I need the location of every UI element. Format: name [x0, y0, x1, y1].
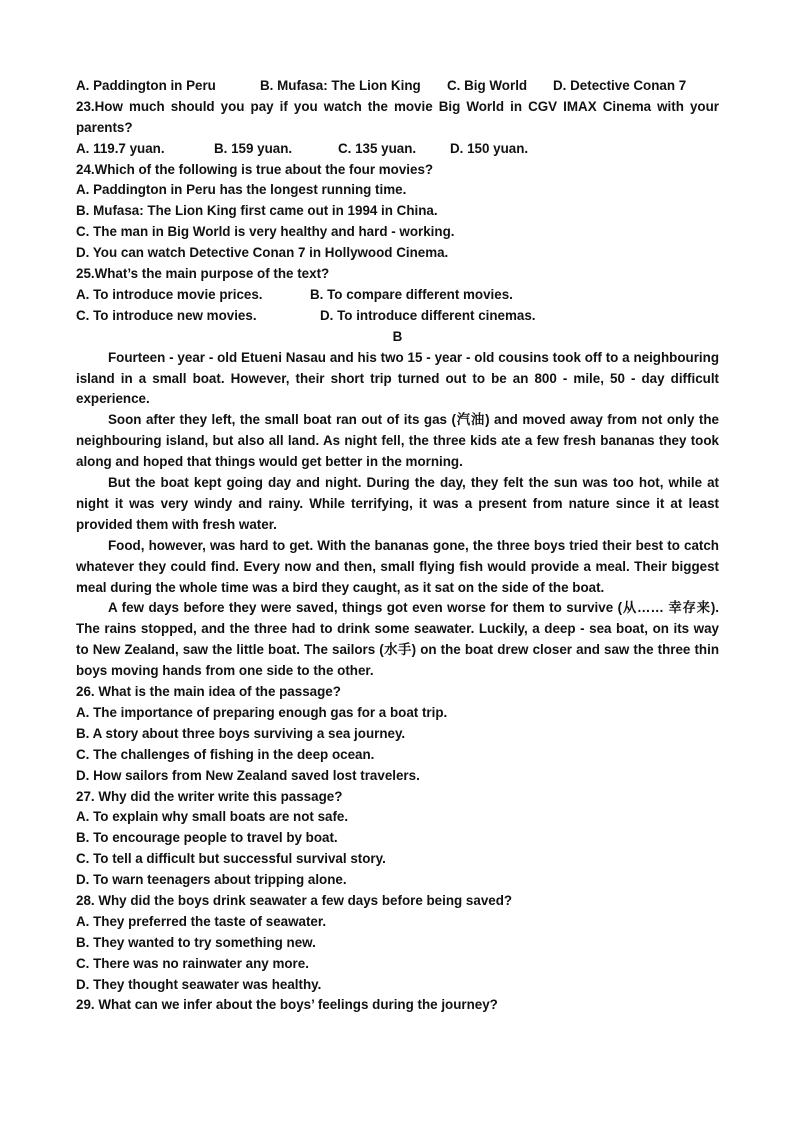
- q27-option-b: B. To encourage people to travel by boat.: [76, 830, 338, 846]
- q23-question: 23.How much should you pay if you watch the movie Big World in CGV IMAX Cinema with your parents?: [76, 98, 719, 135]
- q24-option-b: B. Mufasa: The Lion King first came out in 1994 in China.: [76, 203, 438, 219]
- q26-option-c: C. The challenges of fishing in the deep ocean.: [76, 746, 375, 762]
- q27-question: 27. Why did the writer write this passage?: [76, 788, 343, 804]
- passage-paragraph-4: Food, however, was hard to get. With the bananas gone, the three boys tried their best to catch whatever they could find. Every now and then, small flying fish would provide a meal. Their biggest meal during the whole time was a bird they caught, as it sat on the side of the boat.: [76, 537, 719, 595]
- q25-option-a: A. To introduce movie prices.: [76, 286, 263, 302]
- q26-option-b: B. A story about three boys surviving a sea journey.: [76, 725, 406, 741]
- q27-option-d: D. To warn teenagers about tripping alone.: [76, 872, 347, 888]
- passage-paragraph-2: Soon after they left, the small boat ran out of its gas (汽油) and moved away from not only the neighbouring island, but also all land. As night fell, the three kids ate a few fresh bananas they took along and hoped that things would get better in the morning.: [76, 412, 719, 470]
- q24-option-a: A. Paddington in Peru has the longest running time.: [76, 182, 407, 198]
- q22-options: [76, 76, 719, 97]
- q25-option-d: D. To introduce different cinemas.: [320, 307, 536, 323]
- q29-question: 29. What can we infer about the boys’ feelings during the journey?: [76, 997, 498, 1013]
- q25-option-b: B. To compare different movies.: [310, 286, 513, 302]
- section-heading-b: B: [392, 328, 403, 344]
- q26-option-d: D. How sailors from New Zealand saved lost travelers.: [76, 767, 420, 783]
- q26-option-a: A. The importance of preparing enough gas for a boat trip.: [76, 705, 448, 720]
- document-page: [76, 76, 719, 1016]
- q24-question: 24.Which of the following is true about the four movies?: [76, 161, 434, 177]
- q27-option-a: A. To explain why small boats are not safe.: [76, 809, 349, 825]
- q25-option-c: C. To introduce new movies.: [76, 307, 257, 323]
- q24-option-c: C. The man in Big World is very healthy and hard - working.: [76, 224, 455, 240]
- q23-options: [76, 139, 719, 160]
- q23-option-b: B. 159 yuan.: [214, 140, 293, 156]
- q28-option-b: B. They wanted to try something new.: [76, 934, 316, 950]
- q22-option-b: B. Mufasa: The Lion King: [260, 78, 421, 93]
- q23-option-c: C. 135 yuan.: [338, 140, 417, 156]
- q26-question: 26. What is the main idea of the passage?: [76, 684, 341, 700]
- q28-question: 28. Why did the boys drink seawater a few days before being saved?: [76, 893, 513, 909]
- q28-option-d: D. They thought seawater was healthy.: [76, 976, 322, 992]
- q23-option-a: A. 119.7 yuan.: [76, 140, 165, 156]
- q25-options-row1: [76, 285, 719, 306]
- passage-paragraph-1: Fourteen - year - old Etueni Nasau and his two 15 - year - old cousins took off to a neighbouring island in a small boat. However, their short trip turned out to be an 800 - mile, 50 - day difficult experience.: [76, 349, 719, 407]
- q28-option-c: C. There was no rainwater any more.: [76, 955, 309, 971]
- q27-option-c: C. To tell a difficult but successful survival story.: [76, 851, 386, 867]
- q22-option-c: C. Big World: [447, 78, 528, 93]
- q22-option-a: A. Paddington in Peru: [76, 78, 216, 93]
- q28-option-a: A. They preferred the taste of seawater.: [76, 913, 327, 929]
- q25-question: 25.What’s the main purpose of the text?: [76, 266, 330, 282]
- passage-paragraph-5: A few days before they were saved, things got even worse for them to survive (从…… 幸存来). The rains stopped, and the three had to drink some seawater. Luckily, a deep - sea boat, on its way to New Zealand, saw the little boat. The sailors (水手) on the boat drew closer and saw the three thin boys moving hands from one side to the other.: [76, 600, 719, 679]
- q22-option-d: D. Detective Conan 7: [553, 78, 687, 93]
- q24-option-d: D. You can watch Detective Conan 7 in Hollywood Cinema.: [76, 245, 449, 261]
- q23-option-d: D. 150 yuan.: [450, 140, 529, 156]
- passage-paragraph-3: But the boat kept going day and night. During the day, they felt the sun was too hot, while at night it was very windy and rainy. While terrifying, it was a present from nature since it at least provided them with fresh water.: [76, 475, 719, 532]
- q25-options-row2: [76, 306, 719, 327]
